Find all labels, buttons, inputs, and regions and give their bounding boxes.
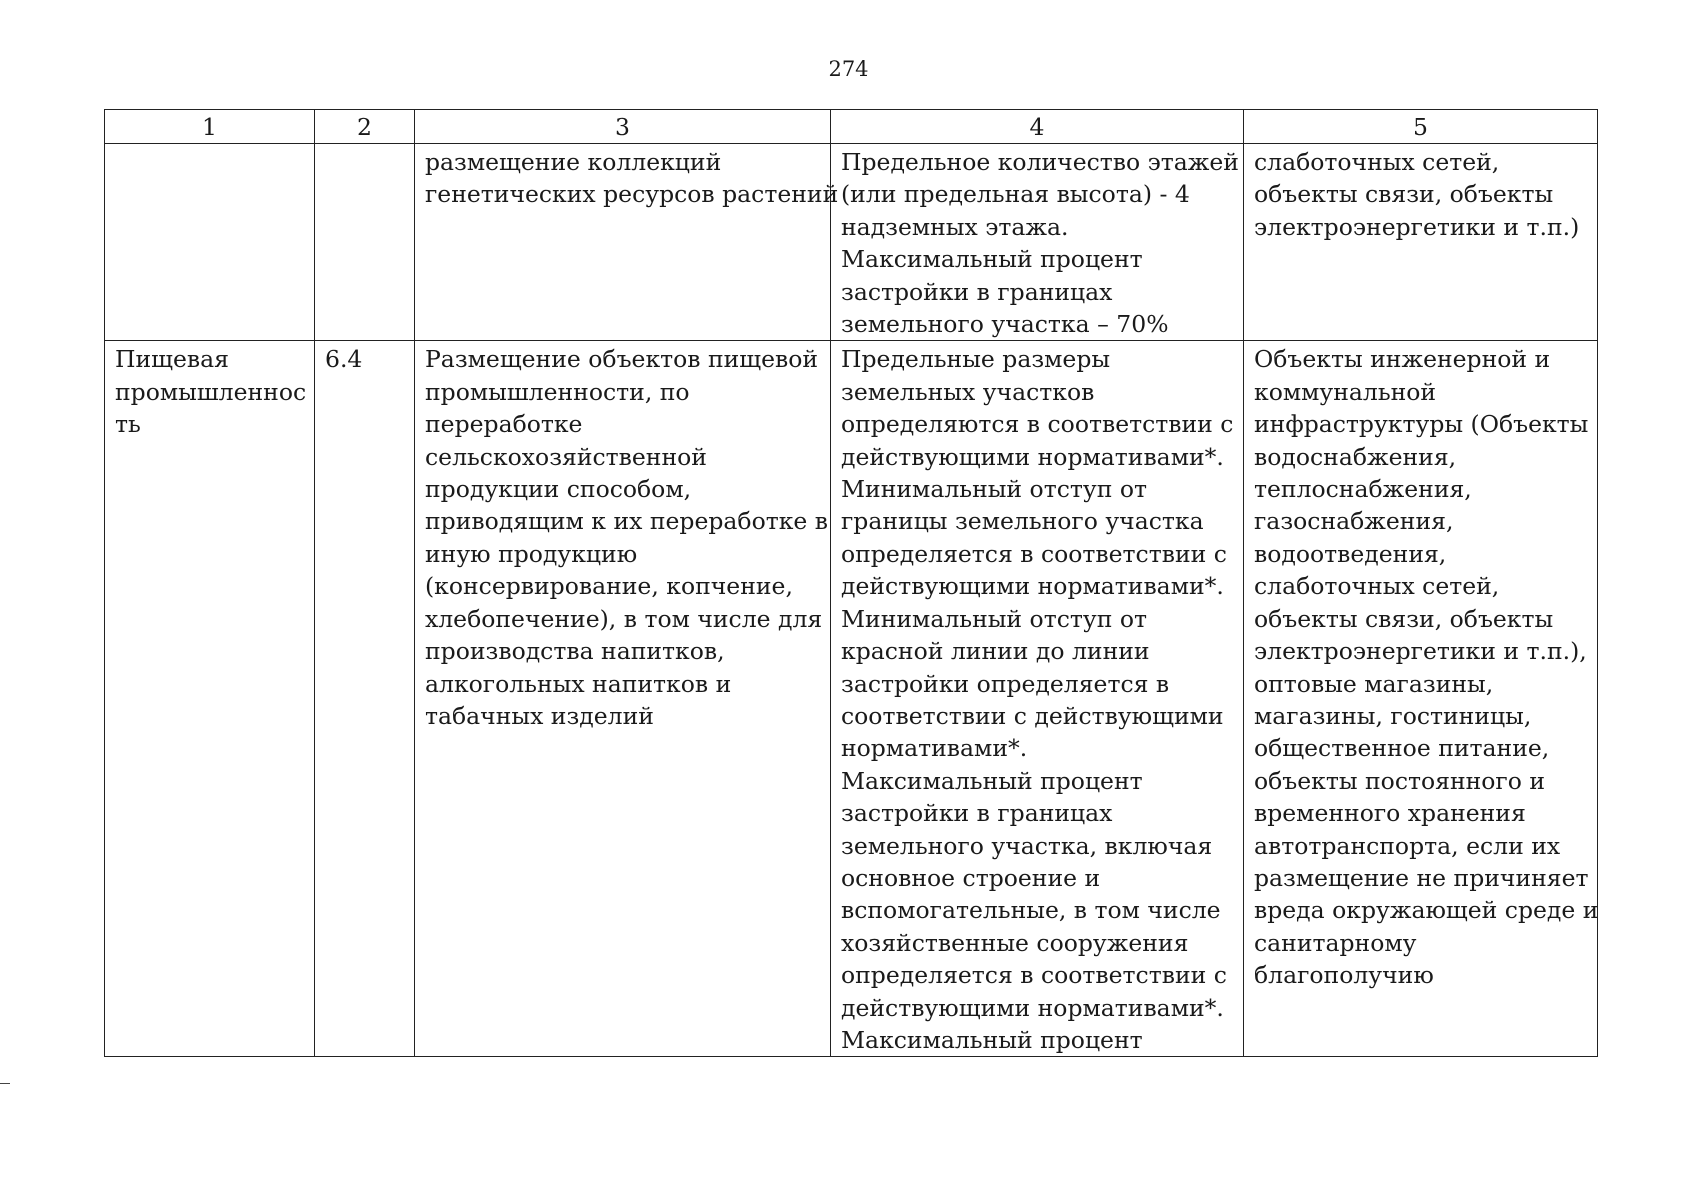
regulations-table (104, 109, 1598, 1057)
cell-text-line: застройки определяется в (841, 669, 1170, 698)
cell-text-line: временного хранения (1254, 799, 1526, 828)
cell-text-line: иную продукцию (425, 539, 638, 568)
cell-auxiliary-uses (1244, 144, 1598, 341)
cell-text-line: определяется в соответствии с (841, 539, 1227, 568)
cell-text-line: благополучию (1254, 961, 1434, 990)
scan-edge-mark (0, 1083, 10, 1084)
cell-text-line: земельных участков (841, 377, 1095, 406)
cell-text-line: Минимальный отступ от (841, 475, 1147, 504)
cell-limit-parameters (831, 341, 1244, 1057)
cell-text-line: продукции способом, (425, 475, 692, 504)
cell-text-line: действующими нормативами*. (841, 572, 1224, 601)
cell-text-line: действующими нормативами*. (841, 993, 1224, 1022)
column-header-1: 1 (105, 110, 315, 144)
cell-text-line: ть (115, 410, 141, 439)
cell-land-use-code (315, 144, 415, 341)
column-header-5: 5 (1244, 110, 1598, 144)
cell-text-line: санитарному (1254, 928, 1417, 957)
cell-text-line: магазины, гостиницы, (1254, 701, 1532, 730)
cell-text-line: генетических ресурсов растений (425, 180, 839, 209)
cell-text-line: приводящим к их переработке в (425, 507, 829, 536)
cell-text-line: застройки в границах (841, 799, 1113, 828)
cell-text-line: промышленнос (115, 377, 307, 406)
cell-text-line: теплоснабжения, (1254, 475, 1472, 504)
cell-text-line: земельного участка – 70% (841, 310, 1169, 339)
cell-text-line: (или предельная высота) - 4 (841, 180, 1190, 209)
cell-text-line: надземных этажа. (841, 212, 1069, 241)
table-row (105, 144, 1598, 341)
cell-text-line: Минимальный отступ от (841, 604, 1147, 633)
cell-text-line: Пищевая (115, 345, 229, 374)
cell-text-line: инфраструктуры (Объекты (1254, 410, 1589, 439)
cell-text-line: электроэнергетики и т.п.), (1254, 637, 1587, 666)
cell-text-line: алкогольных напитков и (425, 669, 732, 698)
cell-text-line: табачных изделий (425, 701, 654, 730)
cell-text-line: общественное питание, (1254, 734, 1550, 763)
cell-text-line: размещение коллекций (425, 148, 722, 176)
cell-text-line: определяется в соответствии с (841, 961, 1227, 990)
cell-text-line: границы земельного участка (841, 507, 1204, 536)
cell-text-line: Максимальный процент (841, 1025, 1143, 1054)
cell-limit-parameters (831, 144, 1244, 341)
cell-text-line: Объекты инженерной и (1254, 345, 1551, 374)
cell-text-line: соответствии с действующими (841, 701, 1224, 730)
cell-text-line: красной линии до линии (841, 637, 1150, 666)
column-header-2: 2 (315, 110, 415, 144)
cell-text-line: Максимальный процент (841, 766, 1143, 795)
cell-text-line: объекты связи, объекты (1254, 604, 1554, 633)
cell-text-line: газоснабжения, (1254, 507, 1454, 536)
cell-text-line: хозяйственные сооружения (841, 928, 1189, 957)
cell-text-line: автотранспорта, если их (1254, 831, 1561, 860)
cell-text-line: хлебопечение), в том числе для (425, 604, 823, 633)
cell-text-line: Предельные размеры (841, 345, 1111, 374)
cell-land-use-description (415, 341, 831, 1057)
cell-text-line: водоотведения, (1254, 539, 1447, 568)
cell-text-line: нормативами*. (841, 734, 1028, 763)
cell-text-line: производства напитков, (425, 637, 725, 666)
cell-text-line: оптовые магазины, (1254, 669, 1494, 698)
cell-text-line: электроэнергетики и т.п.) (1254, 212, 1580, 241)
column-header-3: 3 (415, 110, 831, 144)
cell-text-line: вспомогательные, в том числе (841, 896, 1221, 925)
table-row (105, 341, 1598, 1057)
cell-text-line: промышленности, по (425, 377, 690, 406)
cell-land-use-code: 6.4 (315, 341, 415, 1057)
page-number: 274 (828, 57, 869, 81)
cell-text-line: застройки в границах (841, 277, 1113, 306)
cell-text-line: сельскохозяйственной (425, 442, 707, 471)
cell-text-line: Максимальный процент (841, 245, 1143, 274)
cell-text-line: (консервирование, копчение, (425, 572, 793, 601)
cell-text-line: определяются в соответствии с (841, 410, 1234, 439)
cell-text-line: Предельное количество этажей (841, 148, 1239, 176)
cell-text-line: действующими нормативами*. (841, 442, 1224, 471)
cell-text-line: основное строение и (841, 863, 1101, 892)
cell-land-use-name (105, 341, 315, 1057)
cell-text-line: объекты постоянного и (1254, 766, 1546, 795)
cell-text-line: размещение не причиняет (1254, 863, 1589, 892)
cell-text-line: коммунальной (1254, 377, 1437, 406)
cell-text-line: слаботочных сетей, (1254, 148, 1500, 176)
column-header-4: 4 (831, 110, 1244, 144)
cell-text-line: переработке (425, 410, 583, 439)
cell-text-line: вреда окружающей среде и (1254, 896, 1599, 925)
cell-auxiliary-uses (1244, 341, 1598, 1057)
cell-text-line: водоснабжения, (1254, 442, 1457, 471)
cell-text-line: Размещение объектов пищевой (425, 345, 819, 374)
cell-land-use-name (105, 144, 315, 341)
cell-text-line: земельного участка, включая (841, 831, 1213, 860)
table-header-row (105, 110, 1598, 144)
cell-text-line: объекты связи, объекты (1254, 180, 1554, 209)
cell-text-line: слаботочных сетей, (1254, 572, 1500, 601)
cell-land-use-description (415, 144, 839, 341)
